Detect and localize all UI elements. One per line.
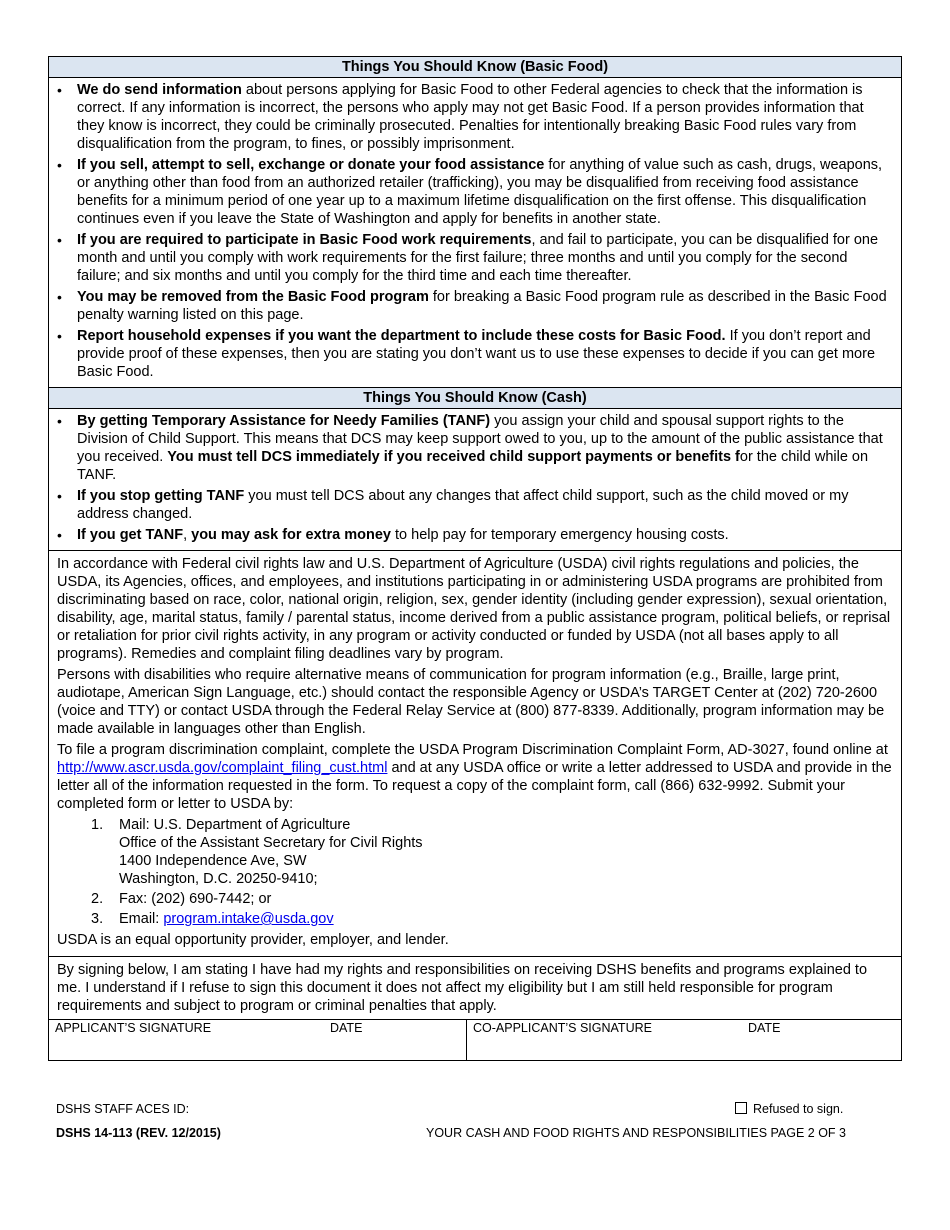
refused-to-sign[interactable] xyxy=(735,1102,843,1116)
email-label: Email: xyxy=(119,911,164,927)
form-number: DSHS 14-113 (REV. 12/2015) xyxy=(56,1126,221,1140)
basic-food-header: Things You Should Know (Basic Food) xyxy=(49,57,901,78)
item-number: 3. xyxy=(91,911,104,927)
item-bold: you may ask for extra money xyxy=(191,527,391,543)
list-item xyxy=(91,910,893,928)
list-item xyxy=(91,890,893,908)
item-bold: You must tell DCS immediately if you received child support payments or benefits f xyxy=(167,449,740,465)
coapplicant-signature-field[interactable] xyxy=(467,1020,901,1060)
signing-statement: By signing below, I am stating I have had my rights and responsibilities on receiving DSHS benefits and programs explained to me. I understand if I refuse to sign this document it does not affect my eligibility but I am still held responsible for program requirements and subject to program or criminal penalties that apply. xyxy=(49,956,901,1019)
item-text: for breaking a Basic Food program rule as described in the Basic Food penalty warning listed on this page. xyxy=(77,289,887,323)
cash-list xyxy=(49,409,901,550)
email-link[interactable]: program.intake@usda.gov xyxy=(163,911,334,927)
item-number: 1. xyxy=(91,817,104,833)
page-title: YOUR CASH AND FOOD RIGHTS AND RESPONSIBILITIES PAGE 2 OF 3 xyxy=(426,1126,846,1140)
item-text: , xyxy=(183,527,192,543)
item-text: you assign your child and spousal support rights to the Division of Child Support. This means that DCS may keep support owed to you, up to the amount of the public assistance that you received. xyxy=(77,413,883,465)
cash-header: Things You Should Know (Cash) xyxy=(49,387,901,409)
list-item xyxy=(77,412,891,484)
mail-line: Mail: U.S. Department of Agriculture xyxy=(119,817,351,833)
basic-food-list xyxy=(49,78,901,387)
item-bold: If you sell, attempt to sell, exchange or donate your food assistance xyxy=(77,157,545,173)
item-bold: We do send information xyxy=(77,82,242,98)
list-item xyxy=(77,156,891,228)
list-item xyxy=(77,81,891,153)
item-bold: If you are required to participate in Basic Food work requirements xyxy=(77,232,532,248)
refused-label: Refused to sign. xyxy=(753,1102,844,1116)
applicant-signature-label: APPLICANT’S SIGNATURE xyxy=(55,1021,212,1035)
para-text: and at any USDA office or write a letter addressed to USDA and provide in the letter all of the information requested in the form. To request a copy of the complaint form, call (866) 632-9992. Submit your completed form or letter to USDA by: xyxy=(57,760,892,812)
item-text: you must tell DCS about any changes that affect child support, such as the child moved or my address changed. xyxy=(77,488,849,522)
item-bold: Report household expenses if you want the department to include these costs for Basic Food. xyxy=(77,328,726,344)
staff-aces-id-label: DSHS STAFF ACES ID: xyxy=(56,1102,190,1116)
list-item xyxy=(77,526,891,544)
list-item xyxy=(77,487,891,523)
usda-closing: USDA is an equal opportunity provider, employer, and lender. xyxy=(57,932,449,948)
usda-statement xyxy=(49,550,901,956)
applicant-signature-field[interactable] xyxy=(49,1020,467,1060)
list-item xyxy=(77,231,891,285)
item-text: , and fail to participate, you can be disqualified for one month and until you comply with work requirements for the first failure; three months and until you comply for the second failure; and six months and until you comply for the third time and each time thereafter. xyxy=(77,232,879,284)
signature-row xyxy=(49,1019,901,1060)
fax-text: Fax: (202) 690-7442; or xyxy=(119,891,272,907)
item-text: If you don’t report and provide proof of these expenses, then you are stating you don’t want us to use these expenses to decide if you can get more Basic Food. xyxy=(77,328,876,380)
item-text: to help pay for temporary emergency housing costs. xyxy=(391,527,729,543)
item-bold: You may be removed from the Basic Food program xyxy=(77,289,429,305)
mail-line: 1400 Independence Ave, SW xyxy=(119,853,307,869)
coapplicant-signature-label: CO-APPLICANT’S SIGNATURE xyxy=(473,1021,652,1035)
date-label: DATE xyxy=(748,1021,781,1035)
submission-methods xyxy=(57,816,893,928)
item-bold: If you get TANF xyxy=(77,527,184,543)
usda-paragraph-1: In accordance with Federal civil rights law and U.S. Department of Agriculture (USDA) civil rights regulations and policies, the USDA, its Agencies, offices, and employees, and institutions participating in or administering USDA programs are prohibited from discriminating based on race, color, national origin, religion, sex, gender identity (including gender expression), sexual orientation, disability, age, marital status, family / parental status, income derived from a public assistance program, political beliefs, or reprisal or retaliation for prior civil rights activity, in any program or activity conducted or funded by USDA (not all bases apply to all programs). Remedies and complaint filing deadlines vary by program. xyxy=(57,556,891,662)
item-text: for anything of value such as cash, drugs, weapons, or anything other than food from an authorized retailer (trafficking), you may be disqualified from receiving food assistance benefits for a minimum period of one year up to a maximum lifetime disqualification on the first offense. This disqualification continues even if you leave the State of Washington and apply for benefits in another state. xyxy=(77,157,883,227)
list-item xyxy=(77,288,891,324)
refused-checkbox[interactable] xyxy=(735,1102,747,1114)
item-text: or the child while on TANF. xyxy=(77,449,869,483)
mail-line: Office of the Assistant Secretary for Civil Rights xyxy=(119,835,423,851)
item-number: 2. xyxy=(91,891,104,907)
para-text: To file a program discrimination complaint, complete the USDA Program Discrimination Complaint Form, AD-3027, found online at xyxy=(57,742,888,758)
complaint-form-link[interactable]: http://www.ascr.usda.gov/complaint_filing_cust.html xyxy=(57,760,388,776)
item-bold: By getting Temporary Assistance for Needy Families (TANF) xyxy=(77,413,491,429)
item-bold: If you stop getting TANF xyxy=(77,488,245,504)
form-frame xyxy=(48,56,902,1061)
list-item xyxy=(77,327,891,381)
mail-line: Washington, D.C. 20250-9410; xyxy=(119,871,318,887)
usda-paragraph-3 xyxy=(57,741,893,813)
usda-paragraph-2: Persons with disabilities who require alternative means of communication for program information (e.g., Braille, large print, audiotape, American Sign Language, etc.) should contact the responsible Agency or USDA’s TARGET Center at (202) 720-2600 (voice and TTY) or contact USDA through the Federal Relay Service at (800) 877-8339. Additionally, program information may be made available in languages other than English. xyxy=(57,667,885,737)
date-label: DATE xyxy=(330,1021,363,1035)
list-item xyxy=(91,816,893,888)
item-text: about persons applying for Basic Food to other Federal agencies to check that the information is correct. If any information is incorrect, the persons who apply may not get Basic Food. If a person provides information that they know is incorrect, they could be criminally prosecuted. Penalties for intentionally breaking Basic Food rules vary from disqualification from the program, to fines, or possibly imprisonment. xyxy=(77,82,864,152)
